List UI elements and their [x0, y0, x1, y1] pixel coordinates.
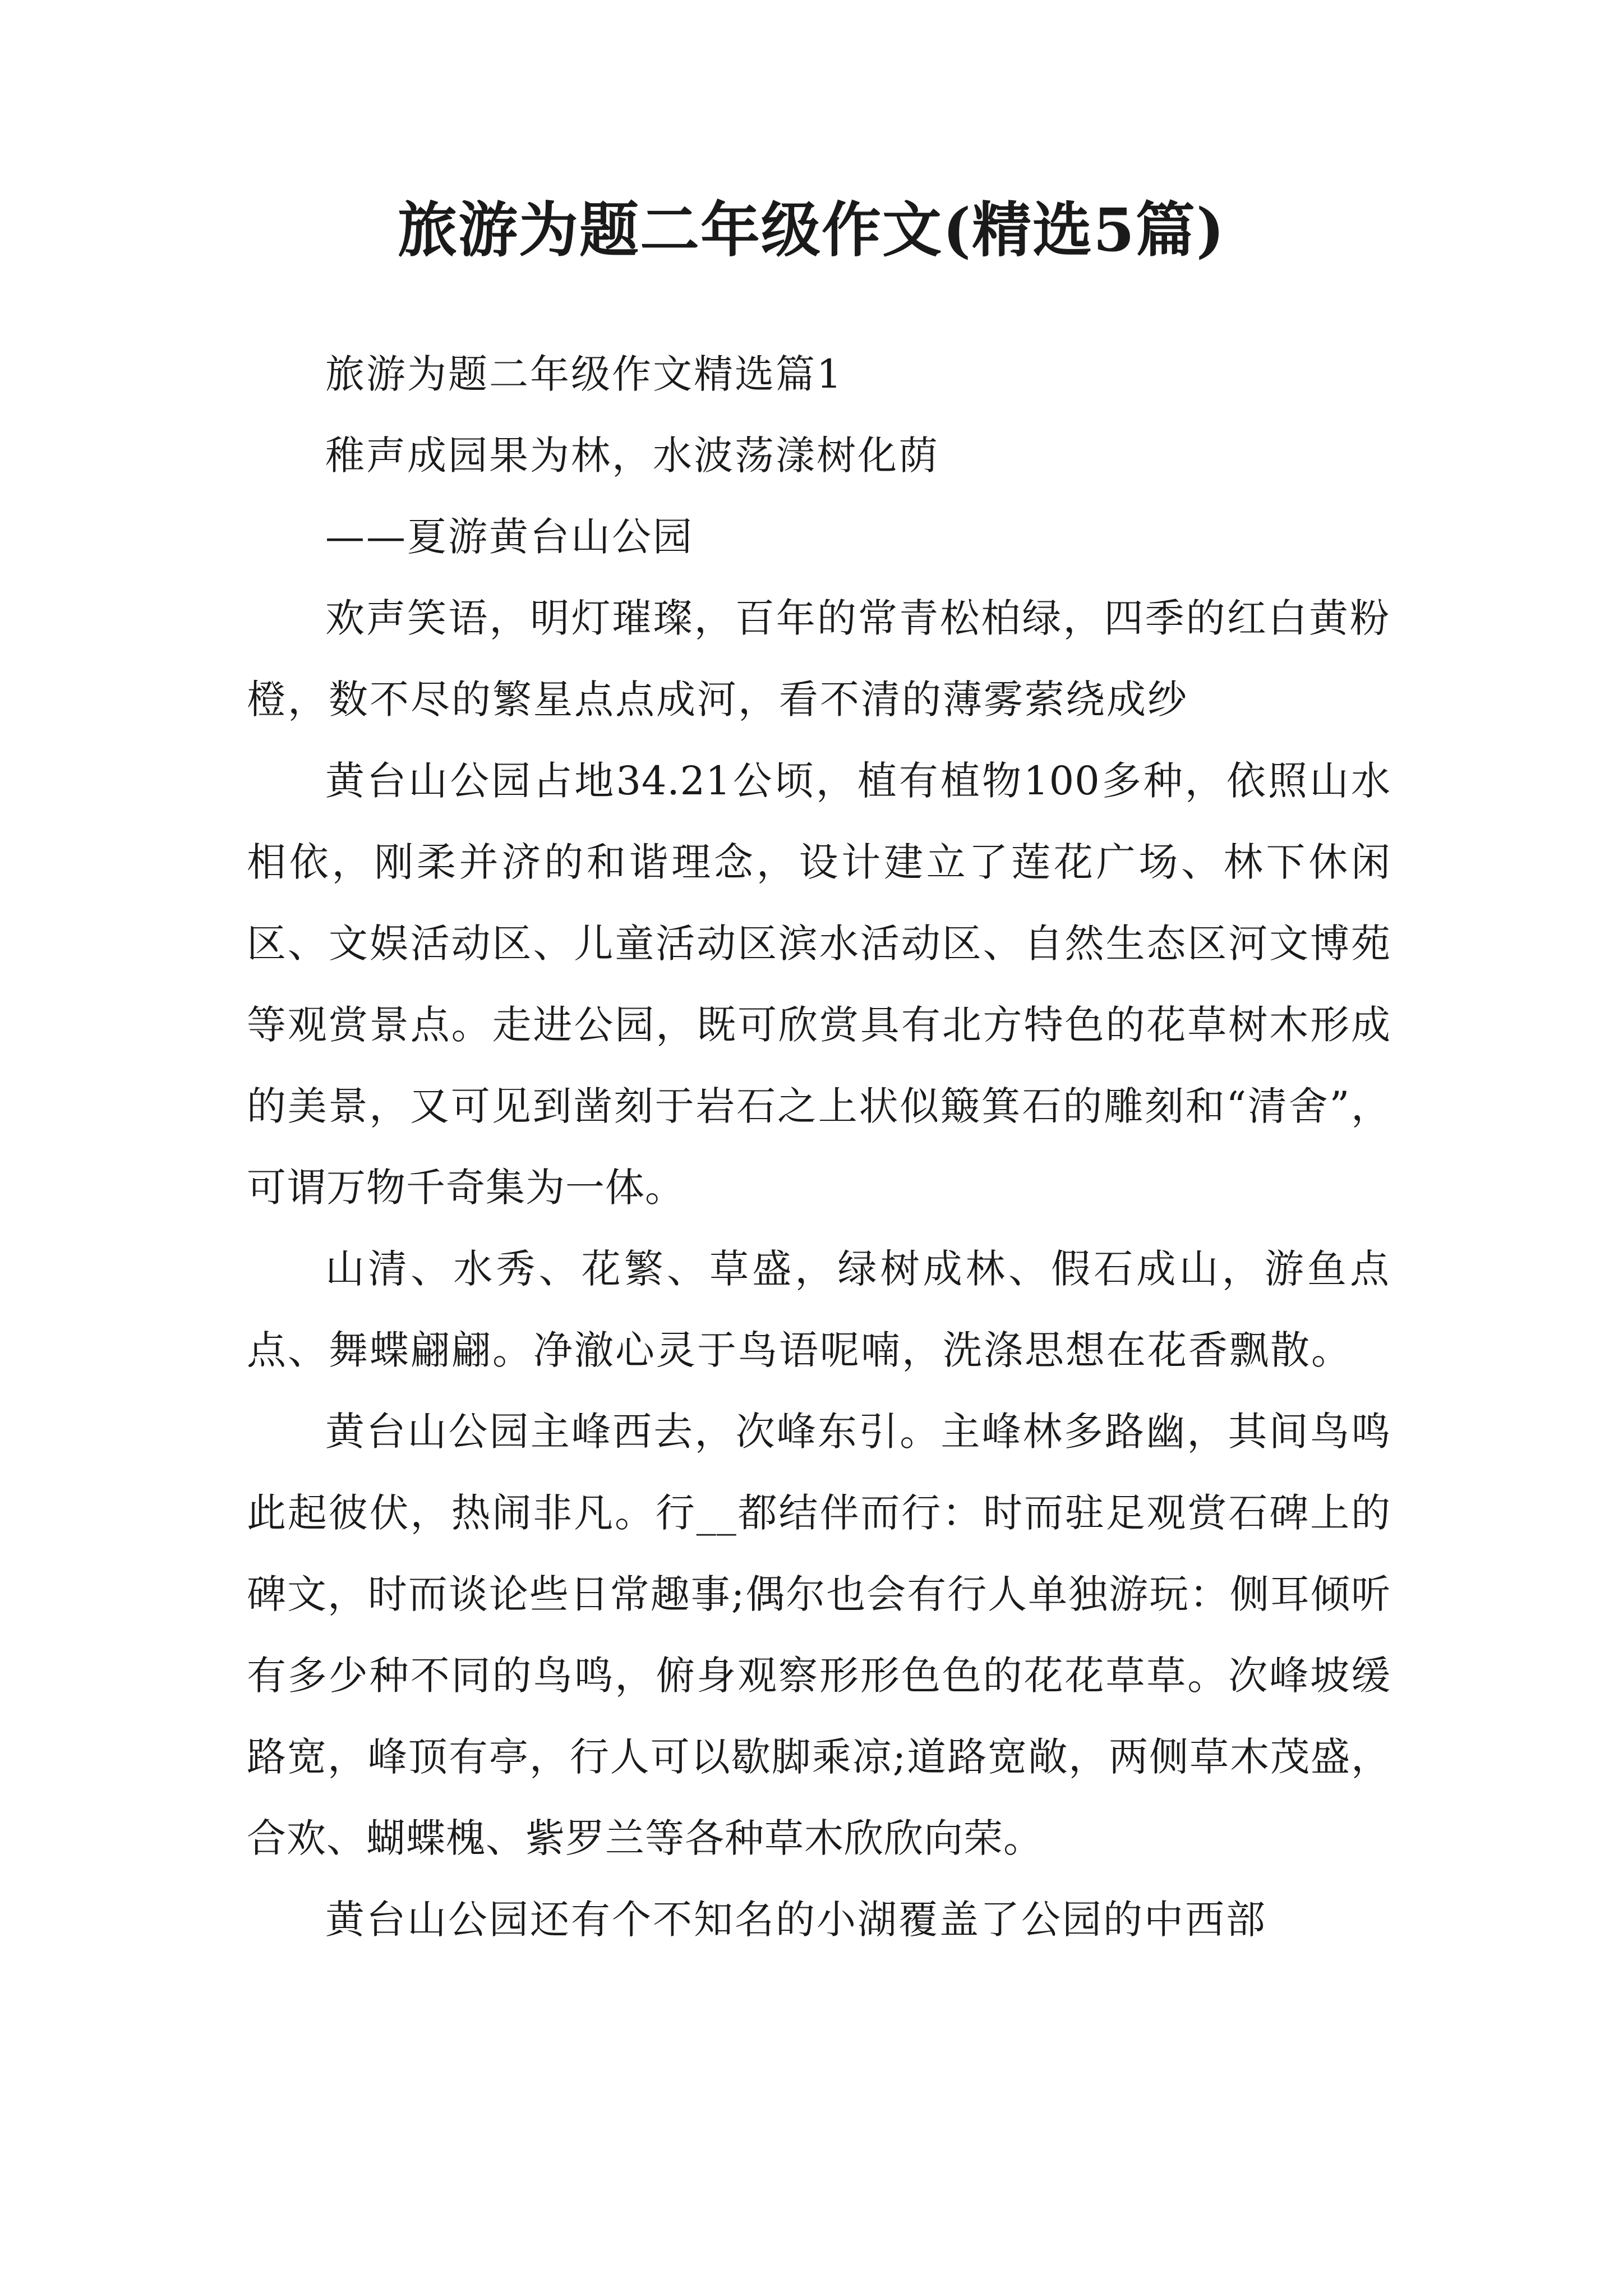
paragraph: 黄台山公园占地34.21公顷，植有植物100多种，依照山水相依，刚柔并济的和谐理念，设计建立了莲花广场、林下休闲区、文娱活动区、儿童活动区滨水活动区、自然生态区河文博苑等观赏景点。走进公园，既可欣赏具有北方特色的花草树木形成的美景，又可见到凿刻于岩石之上状似簸箕石的雕刻和“清舍”，可谓万物千奇集为一体。 [247, 758, 1391, 1211]
paragraph: 欢声笑语，明灯璀璨，百年的常青松柏绿，四季的红白黄粉橙，数不尽的繁星点点成河，看不清的薄雾萦绕成纱 [247, 595, 1391, 723]
paragraph: 黄台山公园主峰西去，次峰东引。主峰林多路幽，其间鸟鸣此起彼伏，热闹非凡。行__都结伴而行：时而驻足观赏石碑上的碑文，时而谈论些日常趣事;偶尔也会有行人单独游玩：侧耳倾听有多少种不同的鸟鸣，俯身观察形形色色的花花草草。次峰坡缓路宽，峰顶有亭，行人可以歇脚乘凉;道路宽敞，两侧草木茂盛，合欢、蝴蝶槐、紫罗兰等各种草木欣欣向荣。 [247, 1409, 1391, 1861]
document-body [247, 334, 1391, 1961]
paragraph: 山清、水秀、花繁、草盛，绿树成林、假石成山，游鱼点点、舞蝶翩翩。净澈心灵于鸟语呢喃，洗涤思想在花香飘散。 [247, 1246, 1391, 1373]
paragraph-essay-title: 稚声成园果为林，水波荡漾树化荫 [325, 432, 939, 478]
paragraph: 黄台山公园还有个不知名的小湖覆盖了公园的中西部 [325, 1897, 1267, 1943]
paragraph-section-heading: 旅游为题二年级作文精选篇1 [325, 351, 843, 397]
document-title: 旅游为题二年级作文(精选5篇) [397, 195, 1226, 265]
paragraph-essay-subtitle: ——夏游黄台山公园 [325, 514, 694, 560]
